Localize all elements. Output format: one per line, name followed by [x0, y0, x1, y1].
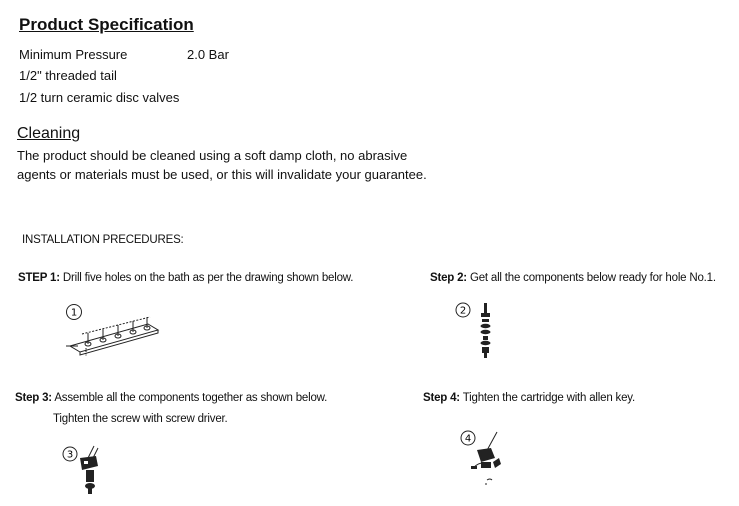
spec-pressure-value: 2.0 Bar — [187, 47, 229, 62]
step3-text — [15, 392, 327, 404]
step1-figure-number: 1 — [70, 307, 78, 319]
step2-body: Get all the components below ready for hole No.1. — [469, 272, 716, 284]
cleaning-line-2: agents or materials must be used, or this will invalidate your guarantee. — [17, 167, 427, 182]
allen-key-diagram-figure — [457, 428, 513, 490]
step1-text — [18, 272, 353, 284]
step1-body: Drill five holes on the bath as per the drawing shown below. — [62, 272, 354, 284]
cleaning-title: Cleaning — [17, 125, 81, 142]
spec-title: Product Specification — [19, 15, 194, 34]
step4-figure-number: 4 — [464, 433, 472, 445]
step1-label: STEP 1: — [18, 272, 60, 284]
step4-label: Step 4: — [423, 392, 460, 404]
spec-line-threaded-tail: 1/2" threaded tail — [19, 68, 117, 83]
spec-line-disc-valves: 1/2 turn ceramic disc valves — [19, 90, 180, 105]
drilling-diagram-figure — [62, 300, 162, 362]
step2-figure-number: 2 — [459, 305, 467, 317]
installation-title: INSTALLATION PRECEDURES: — [22, 234, 184, 246]
cleaning-line-1: The product should be cleaned using a soft damp cloth, no abrasive — [17, 148, 408, 163]
step3-figure-number: 3 — [66, 449, 74, 461]
step3-label: Step 3: — [15, 392, 52, 404]
step3-text-2: Tighten the screw with screw driver. — [53, 413, 228, 425]
step3-body: Assemble all the components together as shown below. — [54, 392, 328, 404]
assembly-diagram-figure — [62, 444, 112, 496]
step4-text — [423, 392, 635, 404]
step4-body: Tighten the cartridge with allen key. — [462, 392, 635, 404]
components-diagram-figure — [455, 300, 505, 362]
step2-text — [430, 272, 716, 284]
step2-label: Step 2: — [430, 272, 467, 284]
spec-pressure-label: Minimum Pressure — [19, 47, 128, 62]
